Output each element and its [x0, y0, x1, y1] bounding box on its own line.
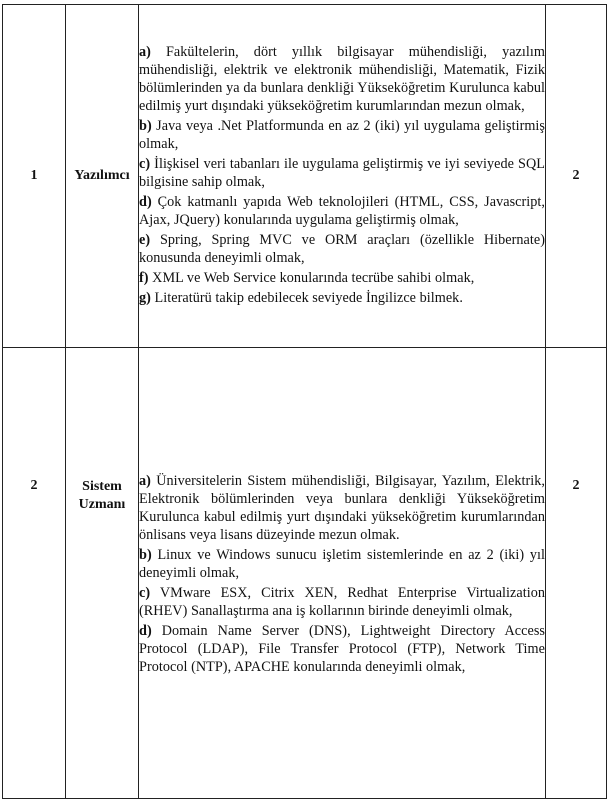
item-letter: d) — [139, 623, 152, 639]
item-text: XML ve Web Service konularında tecrübe sahibi olmak, — [152, 270, 475, 286]
item-letter: b) — [139, 118, 152, 134]
item-text: VMware ESX, Citrix XEN, Redhat Enterprise Virtualization (RHEV) Sanallaştırma ana iş kollarının birinde deneyimli olmak, — [139, 585, 546, 619]
requirements-cell — [139, 5, 546, 348]
table-row — [3, 348, 607, 799]
item-text: Çok katmanlı yapıda Web teknolojileri (HTML, CSS, Javascript, Ajax, JQuery) konularında uygulama geliştirmiş olmak, — [139, 194, 545, 228]
requirement-item — [139, 43, 545, 115]
item-text: Java veya .Net Platformunda en az 2 (iki) yıl uygulama geliştirmiş olmak, — [139, 118, 545, 152]
item-letter: a) — [139, 44, 151, 60]
row-number: 1 — [3, 5, 66, 348]
requirements-cell — [139, 348, 546, 799]
requirement-item — [139, 117, 545, 153]
requirement-item — [139, 584, 545, 620]
requirement-item — [139, 546, 545, 582]
item-letter: c) — [139, 156, 151, 172]
requirement-item — [139, 472, 545, 544]
table-row — [3, 5, 607, 348]
item-letter: b) — [139, 547, 152, 563]
item-text: İlişkisel veri tabanları ile uygulama geliştirmiş ve iyi seviyede SQL bilgisine sahip olmak, — [139, 156, 545, 190]
item-text: Literatürü takip edebilecek seviyede İngilizce bilmek. — [154, 290, 463, 306]
item-text: Fakültelerin, dört yıllık bilgisayar mühendisliği, yazılım mühendisliği, elektrik ve elektronik mühendisliği, Matematik, Fizik bölümlerinden ya da bunlara denkliği Yükseköğretim Kurulunca kabul edilmiş yurt dışındaki yükseköğretim kurumlarından mezun olmak, — [139, 44, 545, 114]
requirement-item — [139, 622, 545, 676]
item-letter: g) — [139, 290, 151, 306]
item-letter: a) — [139, 473, 151, 489]
item-letter: f) — [139, 270, 149, 286]
requirement-item — [139, 155, 545, 191]
item-letter: d) — [139, 194, 152, 210]
item-letter: e) — [139, 232, 151, 248]
item-text: Spring, Spring MVC ve ORM araçları (özellikle Hibernate) konusunda deneyimli olmak, — [139, 232, 545, 266]
item-text: Üniversitelerin Sistem mühendisliği, Bilgisayar, Yazılım, Elektrik, Elektronik bölümlerinden veya bunlara denkliği Yükseköğretim Kurulunca kabul edilmiş yurt dışındaki yükseköğretim kurumlarından önlisans veya lisans düzeyinde mezun olmak. — [139, 473, 545, 543]
requirement-item — [139, 269, 545, 287]
requirements-table — [2, 4, 607, 799]
position-title: Yazılımcı — [66, 5, 139, 348]
item-letter: c) — [139, 585, 151, 601]
position-count: 2 — [546, 5, 607, 348]
row-number: 2 — [3, 348, 66, 799]
requirement-item — [139, 289, 545, 307]
position-count: 2 — [546, 348, 607, 799]
item-text: Linux ve Windows sunucu işletim sistemlerinde en az 2 (iki) yıl deneyimli olmak, — [139, 547, 545, 581]
position-title: Sistem Uzmanı — [66, 348, 139, 799]
item-text: Domain Name Server (DNS), Lightweight Directory Access Protocol (LDAP), File Transfer Protocol (FTP), Network Time Protocol (NTP), APACHE konularında deneyimli olmak, — [139, 623, 545, 675]
requirement-item — [139, 231, 545, 267]
requirement-item — [139, 193, 545, 229]
